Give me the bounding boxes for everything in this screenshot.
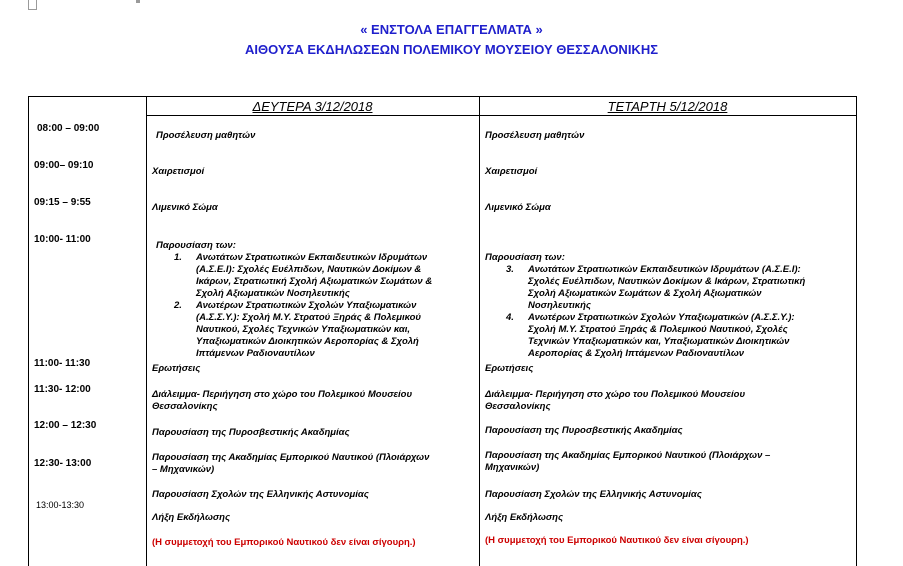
merchant-line: Παρουσίαση της Ακαδημίας Εμπορικού Ναυτικού (Πλοιάρχων bbox=[152, 452, 430, 463]
day-header-wednesday: ΤΕΤΑΡΤΗ 5/12/2018 bbox=[607, 99, 728, 114]
break-line: Διάλειμμα- Περιήγηση στο χώρο του Πολεμικού Μουσείου bbox=[485, 389, 746, 400]
table-border bbox=[479, 96, 480, 566]
port-police-text: Λιμενικό Σώμα bbox=[485, 202, 551, 213]
list-item-line: Ανωτέρων Στρατιωτικών Σχολών Υπαξιωματικών (Α.Σ.Σ.Υ.): bbox=[528, 312, 795, 323]
arrival-text: Προσέλευση μαθητών bbox=[485, 130, 585, 141]
questions-text: Ερωτήσεις bbox=[485, 363, 534, 374]
time-slot: 12:30- 13:00 bbox=[34, 458, 92, 469]
list-item-line: Ανωτάτων Στρατιωτικών Εκπαιδευτικών Ιδρυμάτων bbox=[196, 252, 428, 263]
table-border bbox=[146, 96, 147, 566]
time-slot: 11:30- 12:00 bbox=[34, 384, 91, 395]
break-line: Διάλειμμα- Περιήγηση στο χώρο του Πολεμικού Μουσείου bbox=[152, 389, 413, 400]
list-item-line: Νοσηλευτικής bbox=[528, 300, 591, 311]
merchant-navy-text bbox=[485, 450, 770, 474]
time-slot: 11:00- 11:30 bbox=[34, 358, 91, 369]
police-text: Παρουσίαση Σχολών της Ελληνικής Αστυνομίας bbox=[485, 489, 702, 500]
list-item-line: Ικάρων, Στρατιωτική Σχολή Αξιωματικών Σωμάτων & bbox=[196, 276, 433, 287]
arrival-text: Προσέλευση μαθητών bbox=[156, 130, 256, 141]
list-item-number: 4. bbox=[506, 312, 514, 323]
list-item-line: Ανωτάτων Στρατιωτικών Εκπαιδευτικών Ιδρυμάτων (Α.Σ.Ε.Ι): bbox=[528, 264, 801, 275]
page-title: « ΕΝΣΤΟΛΑ ΕΠΑΓΓΕΛΜΑΤΑ » bbox=[360, 22, 543, 37]
list-item-line: (Α.Σ.Ε.Ι): Σχολές Ευέλπιδων, Ναυτικών Δοκίμων & bbox=[196, 264, 422, 275]
break-text bbox=[152, 389, 412, 413]
page-subtitle: ΑΙΘΟΥΣΑ ΕΚΔΗΛΩΣΕΩΝ ΠΟΛΕΜΙΚΟΥ ΜΟΥΣΕΙΟΥ ΘΕΣΣΑΛΟΝΙΚΗΣ bbox=[244, 42, 659, 57]
time-slot: 12:00 – 12:30 bbox=[34, 420, 97, 431]
list-item-line: Σχολή Αξιωματικών Νοσηλευτικής bbox=[196, 288, 350, 299]
page-corner-mark bbox=[136, 0, 140, 3]
time-slot: 10:00- 11:00 bbox=[34, 234, 91, 245]
list-item-line: Ναυτικού, Σχολές Τεχνικών Υπαξιωματικών και, bbox=[196, 324, 411, 335]
list-item-number: 2. bbox=[174, 300, 182, 311]
time-slot: 08:00 – 09:00 bbox=[37, 123, 100, 134]
break-text bbox=[485, 389, 745, 413]
list-item-line: Σχολή Αξιωματικών Σωμάτων & Σχολή Αξιωματικών bbox=[528, 288, 762, 299]
list-item-line: Αεροπορίας & Σχολή Ιπτάμενων Ραδιοναυτίλων bbox=[528, 348, 745, 359]
merchant-line: Παρουσίαση της Ακαδημίας Εμπορικού Ναυτικού (Πλοιάρχων – bbox=[485, 450, 771, 461]
police-text: Παρουσίαση Σχολών της Ελληνικής Αστυνομίας bbox=[152, 489, 369, 500]
list-item bbox=[174, 300, 476, 360]
list-item-number: 1. bbox=[174, 252, 182, 263]
end-text: Λήξη Εκδήλωσης bbox=[485, 512, 564, 523]
table-border bbox=[28, 96, 857, 97]
schedule-table bbox=[28, 96, 857, 566]
merchant-navy-text bbox=[152, 452, 429, 476]
day-header-monday: ΔΕΥΤΕΡΑ 3/12/2018 bbox=[252, 99, 373, 114]
time-slot: 09:00– 09:10 bbox=[34, 160, 94, 171]
greetings-text: Χαιρετισμοί bbox=[152, 166, 205, 177]
list-item-line: Ανωτέρων Στρατιωτικών Σχολών Υπαξιωματικών bbox=[196, 300, 417, 311]
list-item-line: Σχολή Μ.Υ. Στρατού Ξηράς & Πολεμικού Ναυτικού, Σχολές bbox=[528, 324, 788, 335]
fire-academy-text: Παρουσίαση της Πυροσβεστικής Ακαδημίας bbox=[485, 425, 683, 436]
list-item-line: Τεχνικών Υπαξιωματικών και, Υπαξιωματικών Διοικητικών bbox=[528, 336, 790, 347]
presentation-list bbox=[506, 264, 854, 360]
questions-text: Ερωτήσεις bbox=[152, 363, 201, 374]
note-text: (Η συμμετοχή του Εμπορικού Ναυτικού δεν είναι σίγουρη.) bbox=[152, 537, 416, 548]
merchant-line: – Μηχανικών) bbox=[152, 464, 215, 475]
list-item-line: Υπαξιωματικών Διοικητικών Αεροπορίας & Σχολή bbox=[196, 336, 419, 347]
greetings-text: Χαιρετισμοί bbox=[485, 166, 538, 177]
fire-academy-text: Παρουσίαση της Πυροσβεστικής Ακαδημίας bbox=[152, 427, 350, 438]
list-item-line: (Α.Σ.Σ.Υ.): Σχολή Μ.Υ. Στρατού Ξηράς & Πολεμικού bbox=[196, 312, 422, 323]
break-line: Θεσσαλονίκης bbox=[485, 401, 551, 412]
time-slot: 13:00-13:30 bbox=[36, 500, 85, 510]
table-border bbox=[856, 96, 857, 566]
end-text: Λήξη Εκδήλωσης bbox=[152, 512, 231, 523]
port-police-text: Λιμενικό Σώμα bbox=[152, 202, 218, 213]
table-border bbox=[146, 115, 857, 116]
merchant-line: Μηχανικών) bbox=[485, 462, 540, 473]
time-slot: 09:15 – 9:55 bbox=[34, 197, 91, 208]
list-item-number: 3. bbox=[506, 264, 514, 275]
presentation-list bbox=[174, 252, 476, 360]
note-text: (Η συμμετοχή του Εμπορικού Ναυτικού δεν είναι σίγουρη.) bbox=[485, 535, 749, 546]
list-item-line: Σχολές Ευέλπιδων, Ναυτικών Δοκίμων & Ικάρων, Στρατιωτική bbox=[528, 276, 806, 287]
list-item bbox=[506, 312, 854, 360]
table-border bbox=[28, 96, 29, 566]
break-line: Θεσσαλονίκης bbox=[152, 401, 218, 412]
presentation-intro: Παρουσίαση των: bbox=[156, 240, 236, 251]
presentation-intro: Παρουσίαση των: bbox=[485, 252, 565, 263]
list-item bbox=[506, 264, 854, 312]
list-item-line: Ιπτάμενων Ραδιοναυτίλων bbox=[196, 348, 315, 359]
list-item bbox=[174, 252, 476, 300]
page-corner-mark bbox=[28, 0, 37, 10]
